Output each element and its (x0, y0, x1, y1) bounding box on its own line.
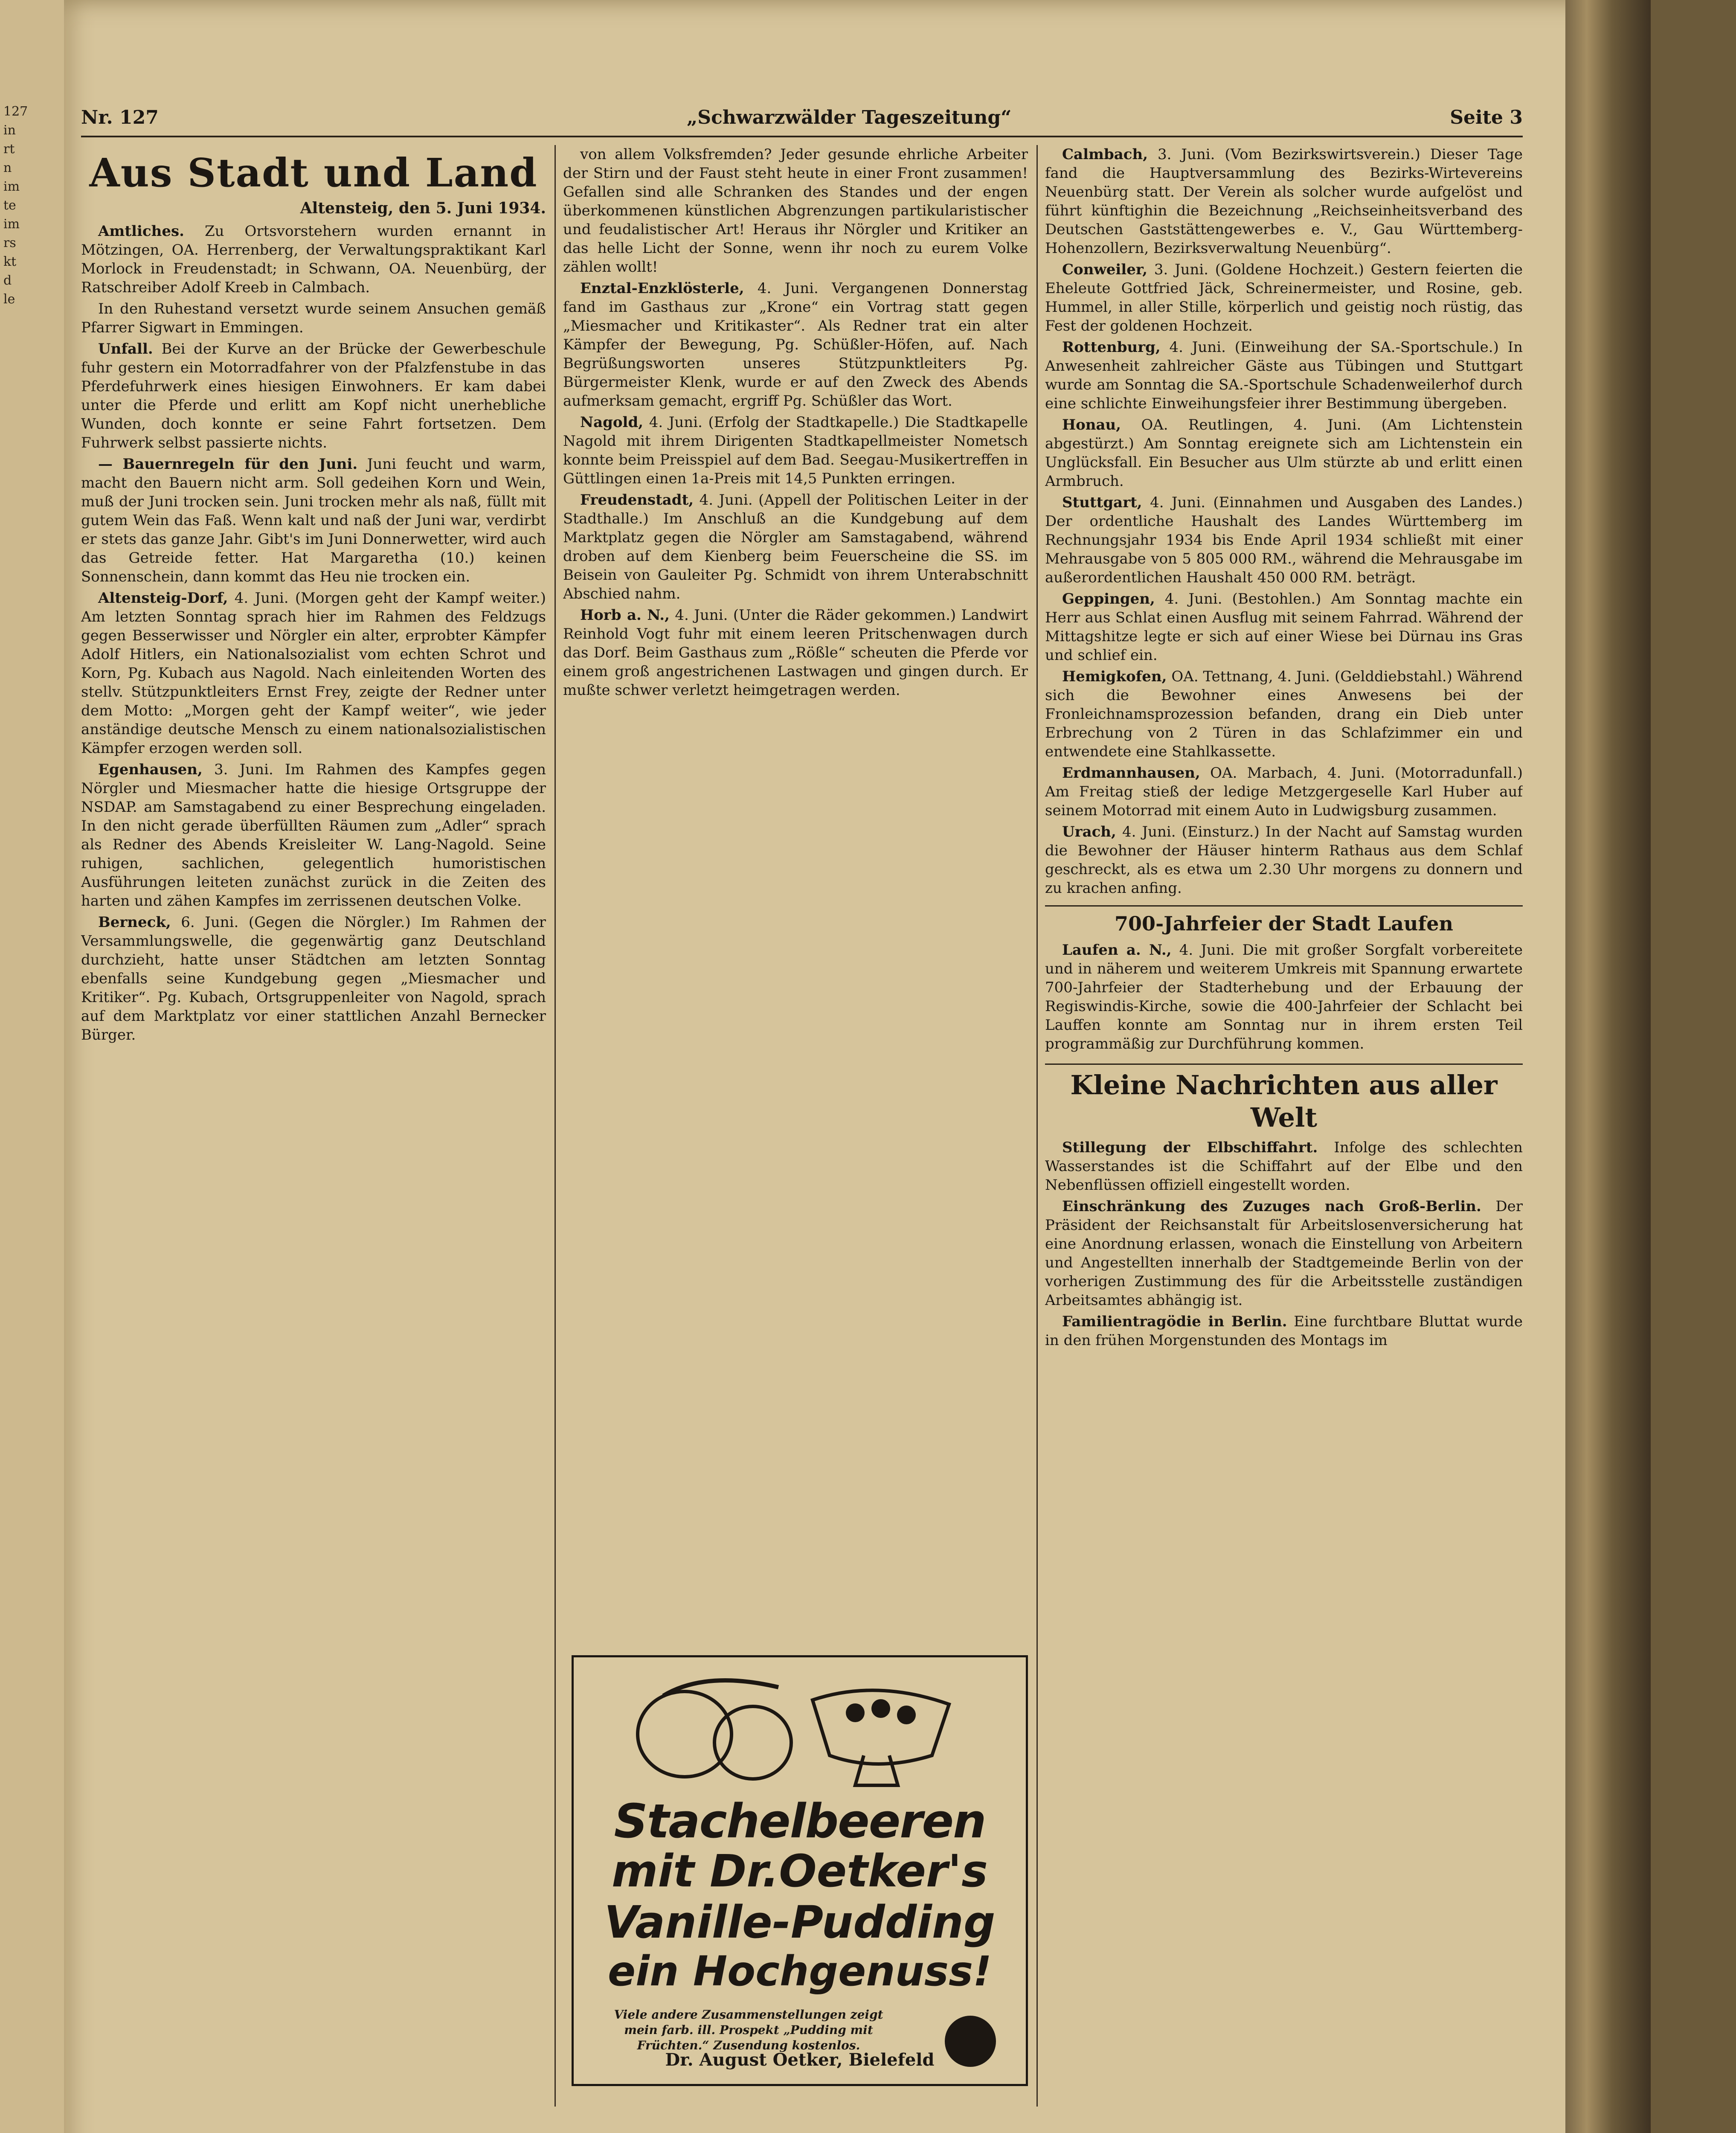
article-text: OA. Marbach, 4. Juni. (Motorradunfall.) Am Freitag stieß der ledige Metzgergeselle Karl Huber auf seinem Motorrad mit einem Auto in Ludwigsburg zusammen. (1045, 764, 1523, 819)
article-text: 4. Juni. (Einsturz.) In der Nacht auf Samstag wurden die Bewohner der Häuser hinterm Rathaus aus dem Schlaf geschreckt, als es etwa um 2.30 Uhr morgens zu donnern und zu krachen anfing. (1045, 823, 1523, 897)
article-lead: Horb a. N., (580, 607, 670, 624)
article-lead: Familientragödie in Berlin. (1062, 1313, 1287, 1330)
article (563, 606, 1028, 700)
article-lead: Calmbach, (1062, 146, 1148, 163)
article-text: 4. Juni. Vergangenen Donnerstag fand im Gasthaus zur „Krone“ ein Vortrag statt gegen „Miesmacher und Kritikaster“. Als Redner trat ein alter Kämpfer der Bewegung, Pg. Schüßler-Höfen, auf. Nach Begrüßungsworten unseres Stützpunktleiters Pg. Bürgermeister Klenk, wurde er auf den Zweck des Abends aufmerksam gemacht, ergriff Pg. Schüßler das Wort. (563, 280, 1028, 410)
section-heading: Aus Stadt und Land (89, 150, 538, 196)
article (1045, 338, 1523, 413)
column-1-articles (81, 222, 546, 1044)
article (81, 299, 546, 337)
article-lead: Nagold, (580, 414, 644, 431)
article-lead: Erdmannhausen, (1062, 764, 1200, 782)
column-divider (554, 145, 556, 2107)
news-articles (1045, 1138, 1523, 1350)
article (563, 145, 1028, 276)
article-text: 3. Juni. Im Rahmen des Kampfes gegen Nörgler und Miesmacher hatte die hiesige Ortsgruppe der NSDAP. am Samstagabend zu einer Besprechung eingeladen. In den nicht gerade überfüllten Räumen zum „Adler“ sprach als Redner des Abends Kreisleiter W. Lang-Nagold. Seine ruhigen, sachlichen, gelegentlich humoristischen Ausführungen leiteten zunächst zurück in die Zeiten des harten und zähen Kampfes im zerrissenen deutschen Volke. (81, 761, 546, 910)
article (1045, 493, 1523, 587)
article-text: 4. Juni. (Bestohlen.) Am Sonntag machte ein Herr aus Schlat einen Ausflug mit seinem Fahrrad. Während der Mittagshitze legte er sich auf einer Wiese bei Dürnau ins Gras und schlief ein. (1045, 590, 1523, 664)
article (1045, 667, 1523, 761)
article-text: 4. Juni. (Erfolg der Stadtkapelle.) Die Stadtkapelle Nagold mit ihrem Dirigenten Stadtkapellmeister Nometsch konnte beim Preisspiel auf dem Bad. Seegau-Musikertreffen in Güttlingen einen 1a-Preis mit 14,5 Punkten erringen. (563, 414, 1028, 487)
article-text: 4. Juni. Die mit großer Sorgfalt vorbereitete und in näherem und weiterem Umkreis mit Spannung erwartete 700-Jahrfeier der Stadterhebung und der Erbauung der Regiswindis-Kirche, sowie die 400-Jahrfeier der Schlacht bei Lauffen konnte am Sonntag nur in ihrem ersten Teil programmäßig zur Durchführung kommen. (1045, 942, 1523, 1052)
article (563, 491, 1028, 603)
article-lead: Berneck, (98, 914, 171, 931)
previous-page-edge (0, 0, 67, 2133)
article (1045, 1138, 1523, 1194)
article (81, 222, 546, 297)
article-lead: Honau, (1062, 416, 1121, 433)
article-text: 6. Juni. (Gegen die Nörgler.) Im Rahmen der Versammlungswelle, die gegenwärtig ganz Deutschland durchzieht, hatte unser Städtchen am letzten Sonntag ebenfalls seine Kundgebung gegen „Miesmacher und Kritiker“. Pg. Kubach, Ortsgruppenleiter von Nagold, sprach auf dem Marktplatz vor einer stattlichen Anzahl Bernecker Bürger. (81, 914, 546, 1043)
article-lead: Einschränkung des Zuzuges nach Groß-Berlin. (1062, 1198, 1481, 1215)
column-2 (563, 145, 1028, 1646)
article-text: 4. Juni. (Morgen geht der Kampf weiter.) Am letzten Sonntag sprach hier im Rahmen des Feldzugs gegen Besserwisser und Nörgler ein alter, erprobter Kämpfer Adolf Hitlers, ein Nationalsozialist vom echten Schrot und Korn, Pg. Kubach aus Nagold. Nach einleitenden Worten des stellv. Stützpunktleiters Ernst Frey, zeigte der Redner unter dem Motto: „Morgen geht der Kampf weiter“, wie jeder anständige deutsche Mensch zu einem nationalsozialistischen Kämpfer erzogen werden soll. (81, 590, 546, 757)
article (81, 589, 546, 758)
page-header (81, 107, 1523, 132)
ad-headline-1: Stachelbeeren (614, 1794, 986, 1848)
article-text: Infolge des schlechten Wasserstandes ist die Schiffahrt auf der Elbe und den Nebenflüssen offiziell eingestellt worden. (1045, 1139, 1523, 1194)
article-text: von allem Volksfremden? Jeder gesunde ehrliche Arbeiter der Stirn und der Faust steht heute in einer Front zusammen! Gefallen sind alle Schranken des Standes und der engen überkommenen künstlichen Abgrenzungen partikularistischer und feudalistischer Art! Heraus ihr Nörgler und Kritiker an das helle Licht der Sonne, wenn ihr noch zu eurem Volke zählen wollt! (563, 146, 1028, 276)
article-text: 3. Juni. (Vom Bezirkswirtsverein.) Dieser Tage fand die Hauptversammlung des Bezirks-Wirtevereins Neuenbürg statt. Der Verein als solcher wurde aufgelöst und führt künftighin die Bezeichnung „Reichseinheitsverband des Deutschen Gaststättengewerbes e. V., Gau Württemberg-Hohenzollern, Bezirksverwaltung Neuenbürg“. (1045, 146, 1523, 257)
article-lead: Amtliches. (98, 223, 184, 240)
article-text: OA. Tettnang, 4. Juni. (Gelddiebstahl.) Während sich die Bewohner eines Anwesens bei der Fronleichnamsprozession befanden, drang ein Dieb unter Erbrechung von 2 Türen in das Schlafzimmer ein und entwendete eine Stahlkassette. (1045, 668, 1523, 760)
article (1045, 822, 1523, 898)
article-lead: Altensteig-Dorf, (98, 590, 228, 607)
article-text: Zu Ortsvorstehern wurden ernannt in Mötzingen, OA. Herrenberg, der Verwaltungspraktikant Karl Morlock in Freudenstadt; in Schwann, OA. Neuenbürg, der Ratschreiber Adolf Kreeb in Calmbach. (81, 223, 546, 296)
margin-fragment: 127 in rt n im te im rs kt d le (3, 104, 28, 307)
ad-small-print: Viele andere Zusammenstellungen zeigt mein farb. ill. Prospekt „Pudding mit Früchten.“ Zusendung kostenlos. (614, 2008, 883, 2052)
article (563, 279, 1028, 410)
article-lead: Stuttgart, (1062, 494, 1142, 511)
page-number: Seite 3 (1450, 107, 1523, 128)
ad-headline-3: Vanille-Pudding (604, 1896, 996, 1948)
book-binding (1565, 0, 1651, 2133)
article (563, 413, 1028, 488)
ad-company: Dr. August Oetker, Bielefeld (665, 2050, 935, 2070)
issue-number: Nr. 127 (81, 107, 159, 128)
article-text: Der Präsident der Reichsanstalt für Arbeitslosenversicherung hat eine Anordnung erlassen, wonach die Einstellung von Arbeitern und Angestellten innerhalb der Stadtgemeinde Berlin von der vorherigen Zustimmung des für die Arbeitsstelle zuständigen Arbeitsamtes abhängig ist. (1045, 1198, 1523, 1309)
article-text: 4. Juni. (Appell der Politischen Leiter in der Stadthalle.) Im Anschluß an die Kundgebung auf dem Marktplatz gegen die Nörgler am Samstagabend, während droben auf dem Kienberg beim Feuerscheine die SS. im Beisein von Gauleiter Pg. Schmidt von ihrem Unterabschnitt Abschied nahm. (563, 491, 1028, 602)
newspaper-page (64, 0, 1651, 2133)
article-lead: Unfall. (98, 340, 153, 357)
article-laufen (1045, 941, 1523, 1053)
article-lead: Hemigkofen, (1062, 668, 1167, 685)
column-2-articles (563, 145, 1028, 700)
oetker-advertisement (572, 1655, 1028, 2086)
header-rule (81, 136, 1523, 137)
article-text: OA. Reutlingen, 4. Juni. (Am Lichtenstein abgestürzt.) Am Sonntag ereignete sich am Lichtenstein ein Unglücksfall. Ein Besucher aus Ulm stürzte ab und erlitt einen Armbruch. (1045, 416, 1523, 490)
section-heading-laufen: 700-Jahrfeier der Stadt Laufen (1045, 905, 1523, 936)
article-text: Eine furchtbare Bluttat wurde in den frühen Morgenstunden des Montags im (1045, 1313, 1523, 1349)
article-lead: Enztal-Enzklösterle, (580, 280, 744, 297)
article (81, 760, 546, 910)
article-text: In den Ruhestand versetzt wurde seinem Ansuchen gemäß Pfarrer Sigwart in Emmingen. (81, 300, 546, 336)
column-divider (1036, 145, 1038, 2107)
article-lead: Laufen a. N., (1062, 942, 1172, 959)
article (1045, 1312, 1523, 1350)
article-lead: — Bauernregeln für den Juni. (98, 456, 358, 473)
article-text: 4. Juni. (Unter die Räder gekommen.) Landwirt Reinhold Vogt fuhr mit einem leeren Pritschenwagen durch das Dorf. Beim Gasthaus zum „Rößle“ scheuten die Pferde vor einem groß angestrichenen Lastwagen und gingen durch. Er mußte schwer verletzt heimgetragen werden. (563, 607, 1028, 699)
article (81, 340, 546, 452)
article (1045, 416, 1523, 491)
article-lead: Conweiler, (1062, 261, 1148, 278)
article-text: 4. Juni. (Einnahmen und Ausgaben des Landes.) Der ordentliche Haushalt des Landes Württemberg im Rechnungsjahr 1934 bis Ende April 1934 schließt mit einer Mehrausgabe von 5 805 000 RM., während die Mehrausgabe im außerordentlichen Haushalt 450 000 RM. beträgt. (1045, 494, 1523, 586)
article-lead: Rottenburg, (1062, 339, 1161, 356)
article (81, 913, 546, 1044)
article-lead: Geppingen, (1062, 590, 1155, 607)
column-1 (81, 145, 546, 2107)
article (1045, 145, 1523, 258)
article (81, 455, 546, 586)
article-text: Juni feucht und warm, macht den Bauern nicht arm. Soll gedeihen Korn und Wein, muß der Juni trocken sein. Juni trocken mehr als naß, füllt mit gutem Wein das Faß. Wenn kalt und naß der Juni war, verdirbt er stets das ganze Jahr. Gibt's im Juni Donnerwetter, wird auch das Getreide fetter. Hat Margaretha (10.) keinen Sonnenschein, dann kommt das Heu nie trocken ein. (81, 456, 546, 585)
article-lead: Stillegung der Elbschiffahrt. (1062, 1139, 1318, 1156)
article-lead: Freudenstadt, (580, 491, 694, 509)
gooseberry-illustration (599, 1670, 1000, 1790)
section-heading-news: Kleine Nachrichten aus aller Welt (1045, 1064, 1523, 1134)
ad-headline-2: mit Dr.Oetker's (612, 1845, 988, 1897)
article-text: 3. Juni. (Goldene Hochzeit.) Gestern feierten die Eheleute Gottfried Jäck, Schreinermeister, und Rosine, geb. Hummel, in aller Stille, körperlich und geistig noch rüstig, das Fest der goldenen Hochzeit. (1045, 261, 1523, 334)
article-lead: Egenhausen, (98, 761, 203, 778)
article (1045, 1197, 1523, 1310)
article-text: Bei der Kurve an der Brücke der Gewerbeschule fuhr gestern ein Motorradfahrer von der Pfalzfenstube in das Pferdefuhrwerk eines hiesigen Einwohners. Er kam dabei unter die Pferde und erlitt am Kopf nicht unerhebliche Wunden, doch konnte er seine Fahrt fortsetzen. Dem Fuhrwerk selbst passierte nichts. (81, 340, 546, 451)
newspaper-title: „Schwarzwälder Tageszeitung“ (687, 107, 1012, 128)
article (1045, 260, 1523, 335)
article-lead: Urach, (1062, 823, 1116, 840)
article (1045, 764, 1523, 820)
column-3-articles (1045, 145, 1523, 898)
article-text: 4. Juni. (Einweihung der SA.-Sportschule.) In Anwesenheit zahlreicher Gäste aus Tübingen und Stuttgart wurde am Sonntag die SA.-Sportschule Schadenweilerhof durch eine schlichte Einweihungsfeier ihrer Bestimmung übergeben. (1045, 339, 1523, 412)
article (1045, 590, 1523, 665)
dateline: Altensteig, den 5. Juni 1934. (300, 199, 546, 217)
column-3 (1045, 145, 1523, 2107)
ad-headline-4: ein Hochgenuss! (608, 1947, 992, 1995)
